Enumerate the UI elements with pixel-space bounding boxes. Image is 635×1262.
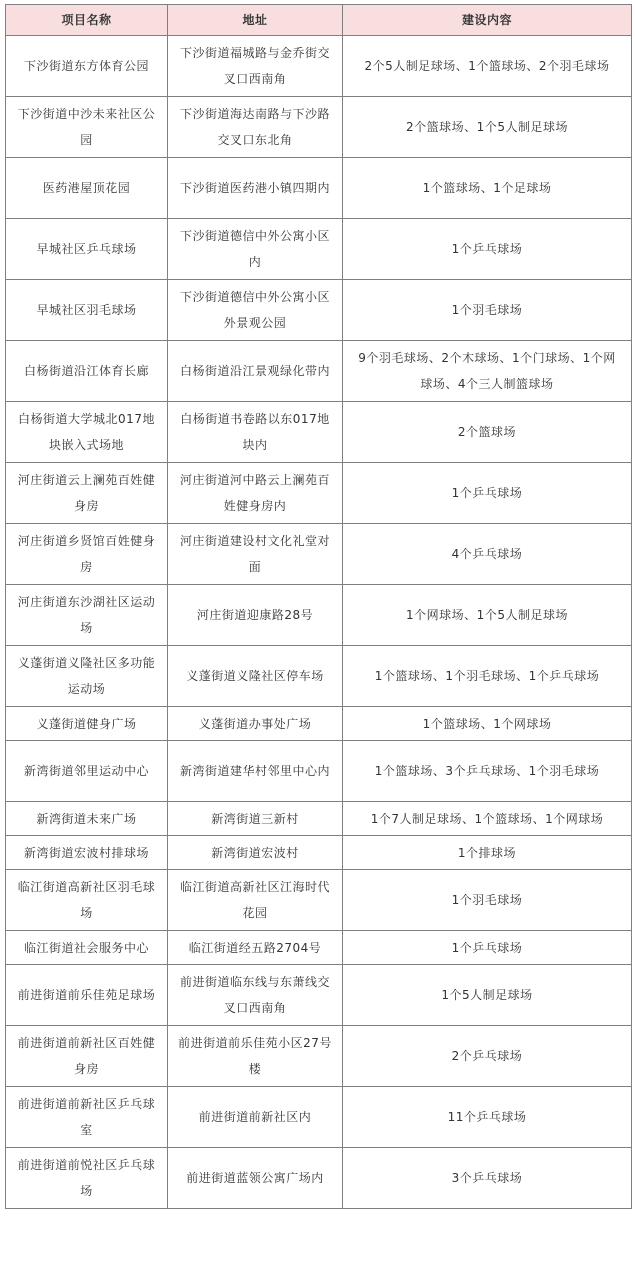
cell-name: 白杨街道大学城北017地块嵌入式场地 [6,402,168,463]
cell-content: 1个篮球场、1个足球场 [343,158,632,219]
cell-address: 前进街道临东线与东萧线交叉口西南角 [168,965,343,1026]
cell-address: 下沙街道德信中外公寓小区外景观公园 [168,280,343,341]
cell-address: 下沙街道福城路与金乔街交叉口西南角 [168,36,343,97]
cell-content: 1个7人制足球场、1个篮球场、1个网球场 [343,802,632,836]
table-row [6,741,632,802]
table-row [6,158,632,219]
cell-content: 1个乒乓球场 [343,463,632,524]
table-row [6,931,632,965]
header-content: 建设内容 [343,5,632,36]
cell-name: 新湾街道未来广场 [6,802,168,836]
table-row [6,585,632,646]
cell-content: 9个羽毛球场、2个木球场、1个门球场、1个网球场、4个三人制篮球场 [343,341,632,402]
table-row [6,341,632,402]
cell-name: 河庄街道乡贤馆百姓健身房 [6,524,168,585]
cell-name: 临江街道社会服务中心 [6,931,168,965]
table-row [6,802,632,836]
cell-content: 11个乒乓球场 [343,1087,632,1148]
cell-address: 义蓬街道办事处广场 [168,707,343,741]
cell-name: 下沙街道东方体育公园 [6,36,168,97]
cell-content: 3个乒乓球场 [343,1148,632,1209]
cell-name: 早城社区乒乓球场 [6,219,168,280]
cell-address: 新湾街道建华村邻里中心内 [168,741,343,802]
cell-name: 临江街道高新社区羽毛球场 [6,870,168,931]
cell-content: 1个篮球场、1个羽毛球场、1个乒乓球场 [343,646,632,707]
cell-address: 下沙街道医药港小镇四期内 [168,158,343,219]
table-row [6,524,632,585]
table-row [6,219,632,280]
cell-address: 河庄街道迎康路28号 [168,585,343,646]
cell-name: 义蓬街道义隆社区多功能运动场 [6,646,168,707]
cell-content: 2个篮球场 [343,402,632,463]
cell-content: 1个排球场 [343,836,632,870]
cell-name: 白杨街道沿江体育长廊 [6,341,168,402]
cell-address: 白杨街道沿江景观绿化带内 [168,341,343,402]
cell-content: 1个5人制足球场 [343,965,632,1026]
cell-content: 1个篮球场、3个乒乓球场、1个羽毛球场 [343,741,632,802]
cell-name: 下沙街道中沙未来社区公园 [6,97,168,158]
table-row [6,1148,632,1209]
header-address: 地址 [168,5,343,36]
table-header-row [6,5,632,36]
cell-content: 1个篮球场、1个网球场 [343,707,632,741]
cell-content: 1个乒乓球场 [343,219,632,280]
cell-name: 河庄街道东沙湖社区运动场 [6,585,168,646]
table-row [6,707,632,741]
cell-content: 1个网球场、1个5人制足球场 [343,585,632,646]
cell-content: 1个乒乓球场 [343,931,632,965]
cell-content: 4个乒乓球场 [343,524,632,585]
sports-venue-table [5,4,632,1209]
table-row [6,965,632,1026]
cell-name: 前进街道前悦社区乒乓球场 [6,1148,168,1209]
cell-name: 医药港屋顶花园 [6,158,168,219]
cell-name: 前进街道前新社区乒乓球室 [6,1087,168,1148]
cell-name: 前进街道前新社区百姓健身房 [6,1026,168,1087]
cell-address: 河庄街道建设村文化礼堂对面 [168,524,343,585]
table-row [6,1026,632,1087]
cell-address: 新湾街道三新村 [168,802,343,836]
cell-address: 白杨街道书卷路以东017地块内 [168,402,343,463]
table-row [6,280,632,341]
cell-address: 临江街道高新社区江海时代花园 [168,870,343,931]
cell-content: 2个5人制足球场、1个篮球场、2个羽毛球场 [343,36,632,97]
cell-address: 临江街道经五路2704号 [168,931,343,965]
cell-name: 河庄街道云上澜苑百姓健身房 [6,463,168,524]
cell-address: 新湾街道宏波村 [168,836,343,870]
cell-address: 前进街道前新社区内 [168,1087,343,1148]
cell-address: 义蓬街道义隆社区停车场 [168,646,343,707]
table-row [6,836,632,870]
table-row [6,402,632,463]
cell-content: 2个篮球场、1个5人制足球场 [343,97,632,158]
cell-address: 前进街道蓝领公寓广场内 [168,1148,343,1209]
cell-name: 新湾街道邻里运动中心 [6,741,168,802]
cell-content: 2个乒乓球场 [343,1026,632,1087]
table-row [6,646,632,707]
cell-address: 前进街道前乐佳苑小区27号楼 [168,1026,343,1087]
cell-name: 义蓬街道健身广场 [6,707,168,741]
cell-address: 下沙街道海达南路与下沙路交叉口东北角 [168,97,343,158]
cell-address: 河庄街道河中路云上澜苑百姓健身房内 [168,463,343,524]
header-project-name: 项目名称 [6,5,168,36]
cell-content: 1个羽毛球场 [343,870,632,931]
cell-name: 前进街道前乐佳苑足球场 [6,965,168,1026]
table-row [6,36,632,97]
cell-name: 新湾街道宏波村排球场 [6,836,168,870]
table-row [6,97,632,158]
table-row [6,870,632,931]
cell-address: 下沙街道德信中外公寓小区内 [168,219,343,280]
cell-content: 1个羽毛球场 [343,280,632,341]
table-row [6,1087,632,1148]
cell-name: 早城社区羽毛球场 [6,280,168,341]
table-row [6,463,632,524]
